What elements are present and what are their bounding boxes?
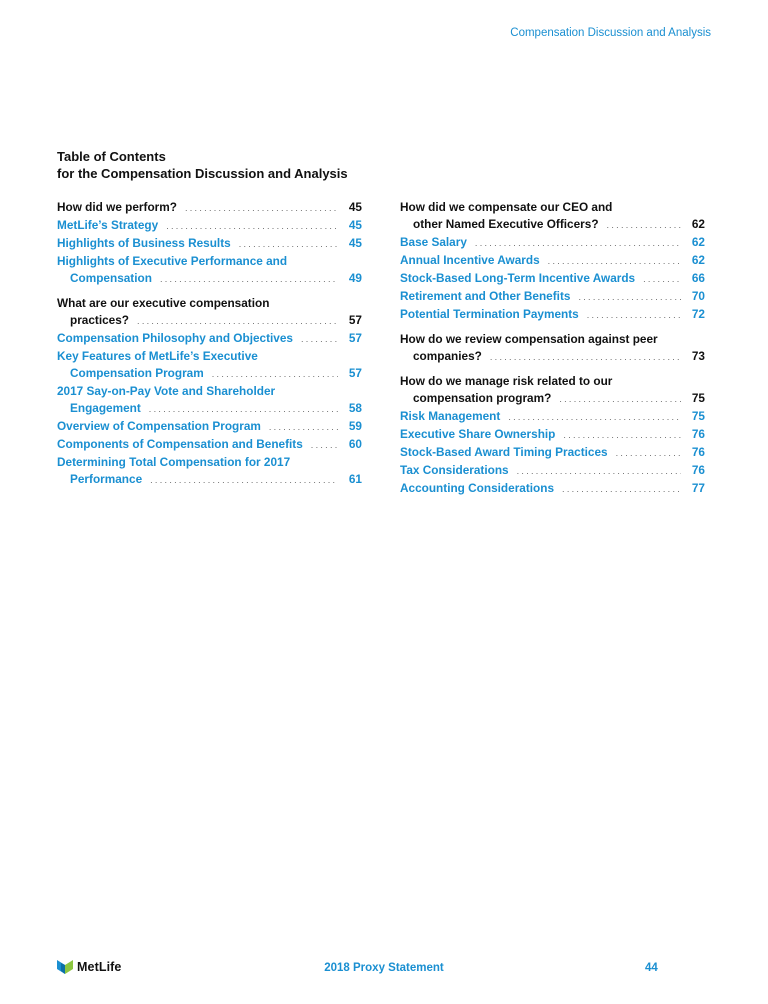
toc-entry-label: Retirement and Other Benefits: [400, 289, 571, 303]
dot-leader: [301, 331, 338, 348]
toc-entry-label: MetLife’s Strategy: [57, 218, 159, 232]
toc-entry-label: Compensation: [70, 271, 152, 285]
toc-entry-row: [400, 234, 705, 252]
dot-leader: [166, 218, 338, 235]
toc-entry-label: Components of Compensation and Benefits: [57, 437, 303, 451]
dot-leader: [559, 391, 681, 408]
toc-entry[interactable]: [400, 331, 705, 366]
toc-entry-label: Highlights of Business Results: [57, 236, 231, 250]
toc-entry-row: [57, 312, 362, 330]
toc-column-left: [57, 199, 362, 489]
dot-leader: [490, 349, 681, 366]
toc-entry-page: 77: [691, 481, 705, 495]
dot-leader: [149, 401, 338, 418]
toc-entry-label: Base Salary: [400, 235, 467, 249]
toc-entry-row: [57, 217, 362, 235]
dot-leader: [269, 419, 338, 436]
toc-entry[interactable]: [400, 306, 705, 324]
toc-entry-row: [400, 306, 705, 324]
toc-entry-row: [400, 426, 705, 444]
toc-entry-label-line: How do we review compensation against peer: [400, 332, 658, 346]
toc-entry[interactable]: [400, 234, 705, 252]
dot-leader: [587, 307, 681, 324]
dot-leader: [643, 271, 681, 288]
toc-entry[interactable]: [400, 408, 705, 426]
logo-text: MetLife: [77, 960, 122, 974]
toc-entry[interactable]: [57, 383, 362, 418]
toc-entry[interactable]: [57, 436, 362, 454]
toc-entry-row: [57, 235, 362, 253]
toc-entry[interactable]: [57, 253, 362, 288]
dot-leader: [311, 437, 338, 454]
running-head: Compensation Discussion and Analysis: [510, 27, 711, 39]
toc-entry-label-line: How do we manage risk related to our: [400, 374, 613, 388]
toc-entry-label-line: Determining Total Compensation for 2017: [57, 455, 291, 469]
toc-entry-row: [57, 418, 362, 436]
toc-entry-page: 57: [348, 331, 362, 345]
toc-entry-page: 61: [348, 472, 362, 486]
toc-entry-row: [400, 462, 705, 480]
toc-entry-row: [400, 480, 705, 498]
toc-entry-label: companies?: [413, 349, 482, 363]
toc-entry-label: Compensation Program: [70, 366, 204, 380]
toc-entry[interactable]: [400, 444, 705, 462]
toc-entry-label: Stock-Based Long-Term Incentive Awards: [400, 271, 636, 285]
dot-leader: [137, 313, 338, 330]
footer-page-number: 44: [645, 962, 658, 974]
dot-leader: [607, 217, 681, 234]
dot-leader: [517, 463, 681, 480]
toc-entry-label: Annual Incentive Awards: [400, 253, 540, 267]
toc-entry-label: Potential Termination Payments: [400, 307, 579, 321]
toc-entry-page: 58: [348, 401, 362, 415]
toc-entry[interactable]: [57, 418, 362, 436]
toc-entry[interactable]: [400, 252, 705, 270]
toc-entry[interactable]: [57, 199, 362, 217]
toc-entry-label: Accounting Considerations: [400, 481, 555, 495]
toc-entry-label: Risk Management: [400, 409, 501, 423]
toc-entry-page: 49: [348, 271, 362, 285]
toc-entry-label: Executive Share Ownership: [400, 427, 556, 441]
dot-leader: [150, 472, 338, 489]
dot-leader: [578, 289, 681, 306]
toc-entry-page: 66: [691, 271, 705, 285]
toc-entry-page: 70: [691, 289, 705, 303]
toc-entry-row: [400, 408, 705, 426]
dot-leader: [212, 366, 338, 383]
dot-leader: [475, 235, 681, 252]
dot-leader: [562, 481, 681, 498]
toc-entry-row: [400, 252, 705, 270]
toc-entry-label: practices?: [70, 313, 130, 327]
toc-entry[interactable]: [57, 348, 362, 383]
toc-entry-row: [400, 216, 705, 234]
toc-entry-row: [57, 330, 362, 348]
toc-entry-page: 59: [348, 419, 362, 433]
toc-entry-row: [57, 270, 362, 288]
toc-entry-row: [400, 444, 705, 462]
toc-entry[interactable]: [400, 288, 705, 306]
toc-entry[interactable]: [57, 235, 362, 253]
toc-entry[interactable]: [57, 217, 362, 235]
toc-entry-label-line: How did we compensate our CEO and: [400, 200, 613, 214]
toc-heading-line1: Table of Contents: [57, 149, 166, 164]
toc-entry-label: compensation program?: [413, 391, 552, 405]
toc-entry-label-line: Highlights of Executive Performance and: [57, 254, 288, 268]
toc-entry[interactable]: [400, 270, 705, 288]
toc-entry-label: Stock-Based Award Timing Practices: [400, 445, 608, 459]
toc-heading-line2: for the Compensation Discussion and Analysis: [57, 166, 348, 181]
dot-leader: [508, 409, 681, 426]
toc-entry-label: Engagement: [70, 401, 141, 415]
toc-entry-label: Compensation Philosophy and Objectives: [57, 331, 293, 345]
toc-entry-row: [400, 348, 705, 366]
toc-entry[interactable]: [400, 373, 705, 408]
toc-entry-page: 75: [691, 391, 705, 405]
toc-entry-page: 62: [691, 253, 705, 267]
toc-entry-page: 62: [691, 217, 705, 231]
toc-column-right: [400, 199, 705, 498]
toc-entry-row: [400, 288, 705, 306]
toc-entry-page: 57: [348, 313, 362, 327]
toc-entry[interactable]: [400, 426, 705, 444]
toc-entry[interactable]: [400, 199, 705, 234]
toc-entry-row: [57, 365, 362, 383]
toc-entry[interactable]: [400, 462, 705, 480]
toc-entry-page: 72: [691, 307, 705, 321]
toc-entry-page: 45: [348, 200, 362, 214]
toc-entry-label-line: Key Features of MetLife’s Executive: [57, 349, 258, 363]
toc-entry-label: Performance: [70, 472, 143, 486]
dot-leader: [185, 200, 338, 217]
toc-entry[interactable]: [57, 454, 362, 489]
toc-entry-page: 60: [348, 437, 362, 451]
footer-document-title: 2018 Proxy Statement: [324, 962, 444, 974]
toc-entry-page: 75: [691, 409, 705, 423]
toc-heading: [57, 148, 348, 182]
toc-entry-row: [57, 400, 362, 418]
dot-leader: [563, 427, 681, 444]
toc-entry-page: 45: [348, 218, 362, 232]
toc-entry-label-line: What are our executive compensation: [57, 296, 270, 310]
toc-entry-page: 73: [691, 349, 705, 363]
toc-entry[interactable]: [57, 330, 362, 348]
toc-entry-label-line: 2017 Say-on-Pay Vote and Shareholder: [57, 384, 276, 398]
toc-entry-label: other Named Executive Officers?: [413, 217, 599, 231]
toc-entry-label: How did we perform?: [57, 200, 177, 214]
toc-entry-row: [57, 199, 362, 217]
toc-entry-page: 76: [691, 445, 705, 459]
dot-leader: [239, 236, 338, 253]
toc-entry-page: 76: [691, 463, 705, 477]
toc-entry-row: [57, 436, 362, 454]
toc-entry-label: Tax Considerations: [400, 463, 509, 477]
toc-entry-page: 45: [348, 236, 362, 250]
toc-entry[interactable]: [57, 295, 362, 330]
toc-entry[interactable]: [400, 480, 705, 498]
toc-entry-page: 62: [691, 235, 705, 249]
toc-entry-page: 76: [691, 427, 705, 441]
dot-leader: [616, 445, 681, 462]
toc-entry-label: Overview of Compensation Program: [57, 419, 261, 433]
toc-entry-row: [400, 390, 705, 408]
toc-entry-row: [57, 471, 362, 489]
dot-leader: [548, 253, 681, 270]
toc-entry-row: [400, 270, 705, 288]
dot-leader: [160, 271, 338, 288]
toc-entry-page: 57: [348, 366, 362, 380]
